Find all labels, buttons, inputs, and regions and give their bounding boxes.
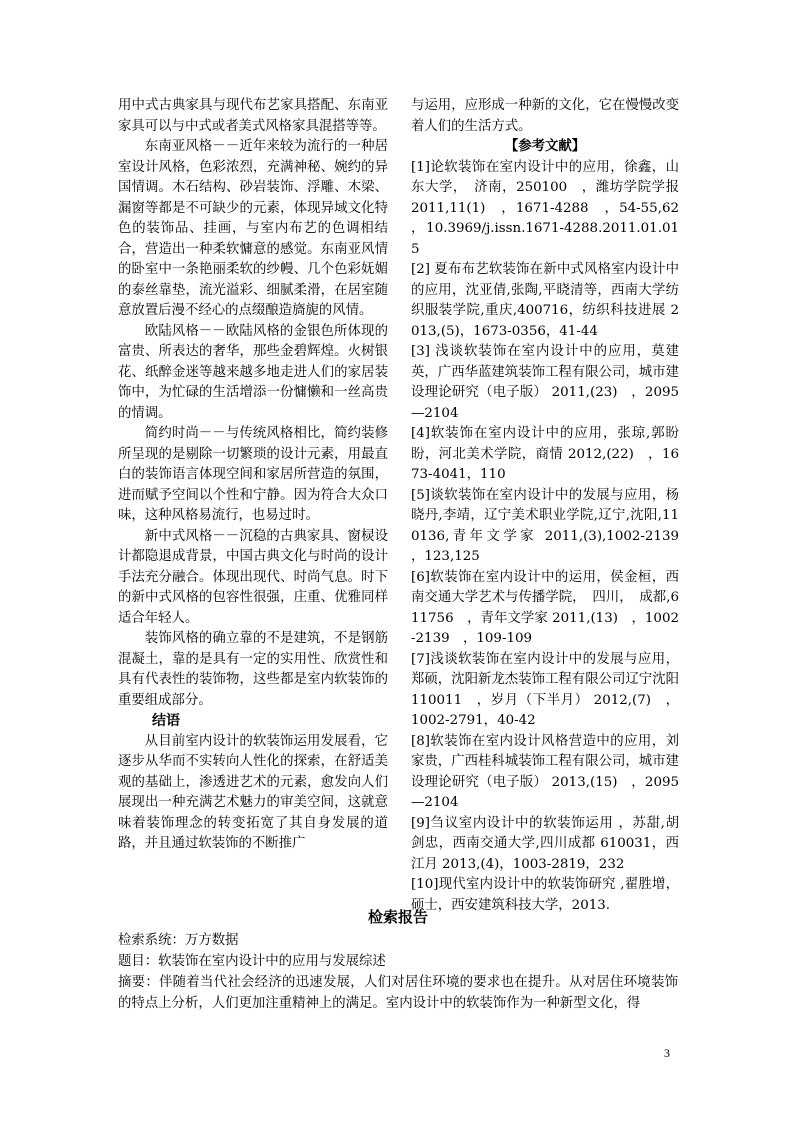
reference-item: [1]论软装饰在室内设计中的应用，徐鑫，山东大学， 济南，250100 ，潍坊学院学报 2011,11(1) ，1671-4288 ，54-55,62 ，10.3969/j.issn.1671-4288.2011.01.015: [411, 159, 693, 257]
reference-item: [5]谈软装饰在室内设计中的发展与应用，杨晓丹,李靖，辽宁美术职业学院,辽宁,沈阳,110136,青年文学家 2011,(3),1002-2139 ，123,125: [411, 487, 693, 564]
left-column: [118, 96, 388, 855]
body-paragraph: 装饰风格的确立靠的不是建筑，不是钢筋混凝土，靠的是具有一定的实用性、欣赏性和具有代表性的装饰物，这些都是室内软装饰的重要组成部分。: [118, 631, 388, 708]
body-paragraph: 新中式风格－－沉稳的古典家具、窗棂设计都隐退成背景，中国古典文化与时尚的设计手法充分融合。体现出现代、时尚气息。时下的新中式风格的包容性很强，庄重、优雅同样适合年轻人。: [118, 528, 388, 626]
reference-item: [10]现代室内设计中的软装饰研究 ,翟胜增，硕士，西安建筑科技大学，2013.: [411, 877, 679, 913]
right-column: [411, 96, 693, 916]
reference-item: [8]软装饰在室内设计风格营造中的应用，刘家贵，广西桂科城装饰工程有限公司，城市建设理论研究（电子版） 2013,(15) ，2095—2104: [411, 733, 679, 810]
body-paragraph: 用中式古典家具与现代布艺家具搭配、东南亚家具可以与中式或者美式风格家具混搭等等。: [118, 98, 388, 134]
body-paragraph: 欧陆风格－－欧陆风格的金银色所体现的富贵、所表达的奢华，那些金碧辉煌。火树银花、纸醉金迷等越来越多地走进人们的家居装饰中，为忙碌的生活增添一份慵懒和一丝高贵的情调。: [118, 323, 388, 421]
continuation-paragraph: 与运用，应形成一种新的文化，它在慢慢改变着人们的生活方式。: [411, 98, 679, 134]
reference-item: [6]软装饰在室内设计中的运用，侯金桓，西南交通大学艺术与传播学院， 四川， 成都,611756 ，青年文学家 2011,(13) ，1002-2139 ，109-109: [411, 569, 679, 646]
conclusion-heading: 结语: [152, 713, 180, 729]
report-abstract: 摘要：伴随着当代社会经济的迅速发展，人们对居住环境的要求也在提升。从对居住环境装饰的特点上分析，人们更加注重精神上的满足。室内设计中的软装饰作为一种新型文化，得: [118, 975, 678, 1011]
report-topic-line: 题目：软装饰在室内设计中的应用与发展综述: [118, 954, 386, 969]
reference-item: [7]浅谈软装饰在室内设计中的发展与应用，郑硕，沈阳新龙杰装饰工程有限公司辽宁沈阳 110011 ，岁月（下半月） 2012,(7) ，1002-2791，40-42: [411, 651, 679, 728]
body-paragraph: 简约时尚－－与传统风格相比，简约装修所呈现的是剔除一切繁琐的设计元素，用最直白的装饰语言体现空间和家居所营造的氛围，进而赋予空间以个性和宁静。因为符合大众口味，这种风格易流行，也易过时。: [118, 426, 388, 523]
page-number: 3: [664, 1046, 670, 1060]
reference-item: [4]软装饰在室内设计中的应用，张琼,郭盼盼，河北美术学院，商情 2012,(22) ，1673-4041，110: [411, 426, 679, 482]
report-title: 检索报告: [367, 908, 428, 926]
reference-item: [9]刍议室内设计中的软装饰运用 ，苏甜,胡剑忠，西南交通大学,四川成都 610031，西江月 2013,(4)，1003-2819，232: [411, 815, 679, 872]
references-heading: 【参考文献】: [504, 139, 586, 154]
conclusion-paragraph: 从目前室内设计的软装饰运用发展看，它逐步从华而不实转向人性化的探索，在舒适美观的基础上，渗透进艺术的元素，愈发向人们展现出一种充满艺术魅力的审美空间，这就意味着装饰理念的转变拓宽了其自身发展的道路，并且通过软装饰的不断推广: [118, 733, 388, 851]
reference-item: [3] 浅谈软装饰在室内设计中的应用，莫建英，广西华蓝建筑装饰工程有限公司，城市建设理论研究（电子版） 2011,(23) ，2095—2104: [411, 344, 679, 421]
body-paragraph: 东南亚风格－－近年来较为流行的一种居室设计风格，色彩浓烈，充满神秘、婉约的异国情调。木石结构、砂岩装饰、浮雕、木梁、漏窗等都是不可缺少的元素，体现异域文化特色的装饰品、挂画，与室内布艺的色调相结合，营造出一种柔软慵意的感觉。东南亚风情的卧室中一条艳丽柔软的纱幔、几个色彩妩媚的泰丝靠垫，流光溢彩、细腻柔滑，在居室随意放置后漫不经心的点缀酿造旖旎的风情。: [118, 139, 388, 318]
report-system-line: 检索系统：万方数据: [118, 933, 239, 948]
reference-item: [2] 夏布布艺软装饰在新中式风格室内设计中的应用，沈亚倩,张陶,平晓清等，西南大学纺织服装学院,重庆,400716，纺织科技进展 2013,(5)，1673-0356，41-44: [411, 262, 679, 339]
search-report: [118, 906, 678, 1014]
